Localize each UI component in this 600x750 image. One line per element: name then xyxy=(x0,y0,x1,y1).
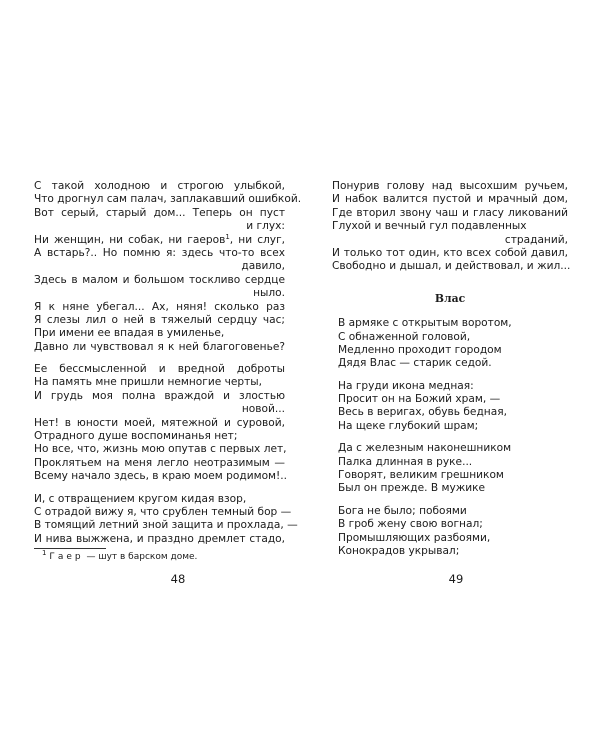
verse-line: Палка длинная в руке... xyxy=(338,455,473,468)
text-line: Я к няне убегал... Ах, няня! сколько раз xyxy=(34,300,285,313)
footnote-text: — шут в барском доме. xyxy=(86,552,198,562)
text-line: При имени ее впадая в умиленье, xyxy=(34,327,225,340)
text-line: новой... xyxy=(241,403,285,416)
verse-line: На груди икона медная: xyxy=(338,379,474,392)
text-line: Здесь в малом и большом тоскливо сердце xyxy=(34,273,285,286)
verse-line: В армяке с открытым воротом, xyxy=(338,317,512,330)
footnote-ref: 1 xyxy=(225,232,230,241)
footnote-term: Гаер xyxy=(49,552,84,562)
text-line: Вот серый, старый дом... Теперь он пуст xyxy=(34,206,285,219)
stanza-gap xyxy=(34,484,285,493)
verse-line: Весь в веригах, обувь бедная, xyxy=(338,406,507,419)
verse-line: Говорят, великим грешником xyxy=(338,469,504,482)
text-line: С отрадой вижу я, что срублен темный бор — xyxy=(34,505,292,518)
text-line: И грудь моя полна враждой и злостью xyxy=(34,389,285,402)
verse-line: На щеке глубокий шрам; xyxy=(338,419,479,432)
text-line: И, с отвращением кругом кидая взор, xyxy=(34,492,247,505)
right-page-text xyxy=(332,180,571,558)
verse-line: Конокрадов укрывал; xyxy=(338,545,460,557)
text-line: И нива выжжена, и праздно дремлет стадо, xyxy=(34,532,285,545)
verse-line: В гроб жену свою вогнал; xyxy=(338,518,483,531)
verse-line: Просит он на Божий храм, — xyxy=(338,393,501,406)
text-line: Ее бессмысленной и вредной доброты xyxy=(34,363,285,376)
text-line: Глухой и вечный гул подавленных xyxy=(332,220,527,233)
stanza xyxy=(332,380,568,434)
text-line: Я слезы лил о ней в тяжелый сердцу час; xyxy=(34,313,285,326)
left-page-text xyxy=(34,180,302,546)
text-line: Свободно и дышал, и действовал, и жил... xyxy=(332,260,571,273)
right-page xyxy=(300,0,600,750)
stanza-gap xyxy=(332,496,568,505)
stanza xyxy=(332,317,568,371)
text-line: С такой холодною и строгою улыбкой, xyxy=(34,180,285,192)
text-line: Проклятьем на меня легло неотразимым — xyxy=(34,456,285,469)
text-line: И только тот один, кто всех собой давил, xyxy=(332,246,568,259)
text-fragment: , ни слуг, xyxy=(229,233,286,246)
text-line: давило, xyxy=(241,260,285,273)
verse-line: Бога не было; побоями xyxy=(338,504,467,517)
text-line: и глух: xyxy=(246,220,285,233)
text-line-with-footnote xyxy=(34,234,285,247)
text-line: Где вторил звону чаш и гласу ликований xyxy=(332,206,568,219)
text-line: В томящий летний зной защита и прохлада, — xyxy=(34,519,298,532)
stanza-gap xyxy=(332,433,568,442)
stanza-gap xyxy=(34,354,285,363)
verse-line: Промышляющих разбоями, xyxy=(338,531,491,544)
poem-title: Влас xyxy=(434,291,466,305)
footnote xyxy=(42,549,198,562)
text-line: Нет! в юности моей, мятежной и суровой, xyxy=(34,416,285,429)
verse-line: Медленно проходит городом xyxy=(338,343,502,356)
stanza-gap xyxy=(332,371,568,380)
stanza xyxy=(332,442,568,496)
text-line: Всему начало здесь, в краю моем родимом!.. xyxy=(34,470,288,483)
footnote-marker: 1 xyxy=(42,549,47,557)
verse-line: Был он прежде. В мужике xyxy=(338,482,486,495)
text-fragment: Ни женщин, ни собак, ни гаеров xyxy=(34,233,226,246)
text-line: ныло. xyxy=(253,287,285,300)
text-line: Но все, что, жизнь мою опутав с первых лет, xyxy=(34,443,287,456)
text-line: Отрадного душе воспоминанья нет; xyxy=(34,430,238,443)
verse-line: С обнаженной головой, xyxy=(338,330,471,343)
text-line: И набок валится пустой и мрачный дом, xyxy=(332,193,568,206)
page-number: 49 xyxy=(448,572,464,586)
text-line: На память мне пришли немногие черты, xyxy=(34,376,263,389)
verse-line: Дядя Влас — старик седой. xyxy=(338,357,492,370)
text-line: Понурив голову над высохшим ручьем, xyxy=(332,180,568,192)
text-line: А встарь?.. Но помню я: здесь что-то всех xyxy=(34,246,285,259)
text-line: Что дрогнул сам палач, заплакавший ошибкой. xyxy=(34,193,302,206)
stanza xyxy=(332,505,568,559)
page-number: 48 xyxy=(170,572,186,586)
verse-line: Да с железным наконешником xyxy=(338,442,512,455)
text-line: Давно ли чувствовал я к ней благоговенье? xyxy=(34,340,285,353)
text-line: страданий, xyxy=(504,233,568,246)
